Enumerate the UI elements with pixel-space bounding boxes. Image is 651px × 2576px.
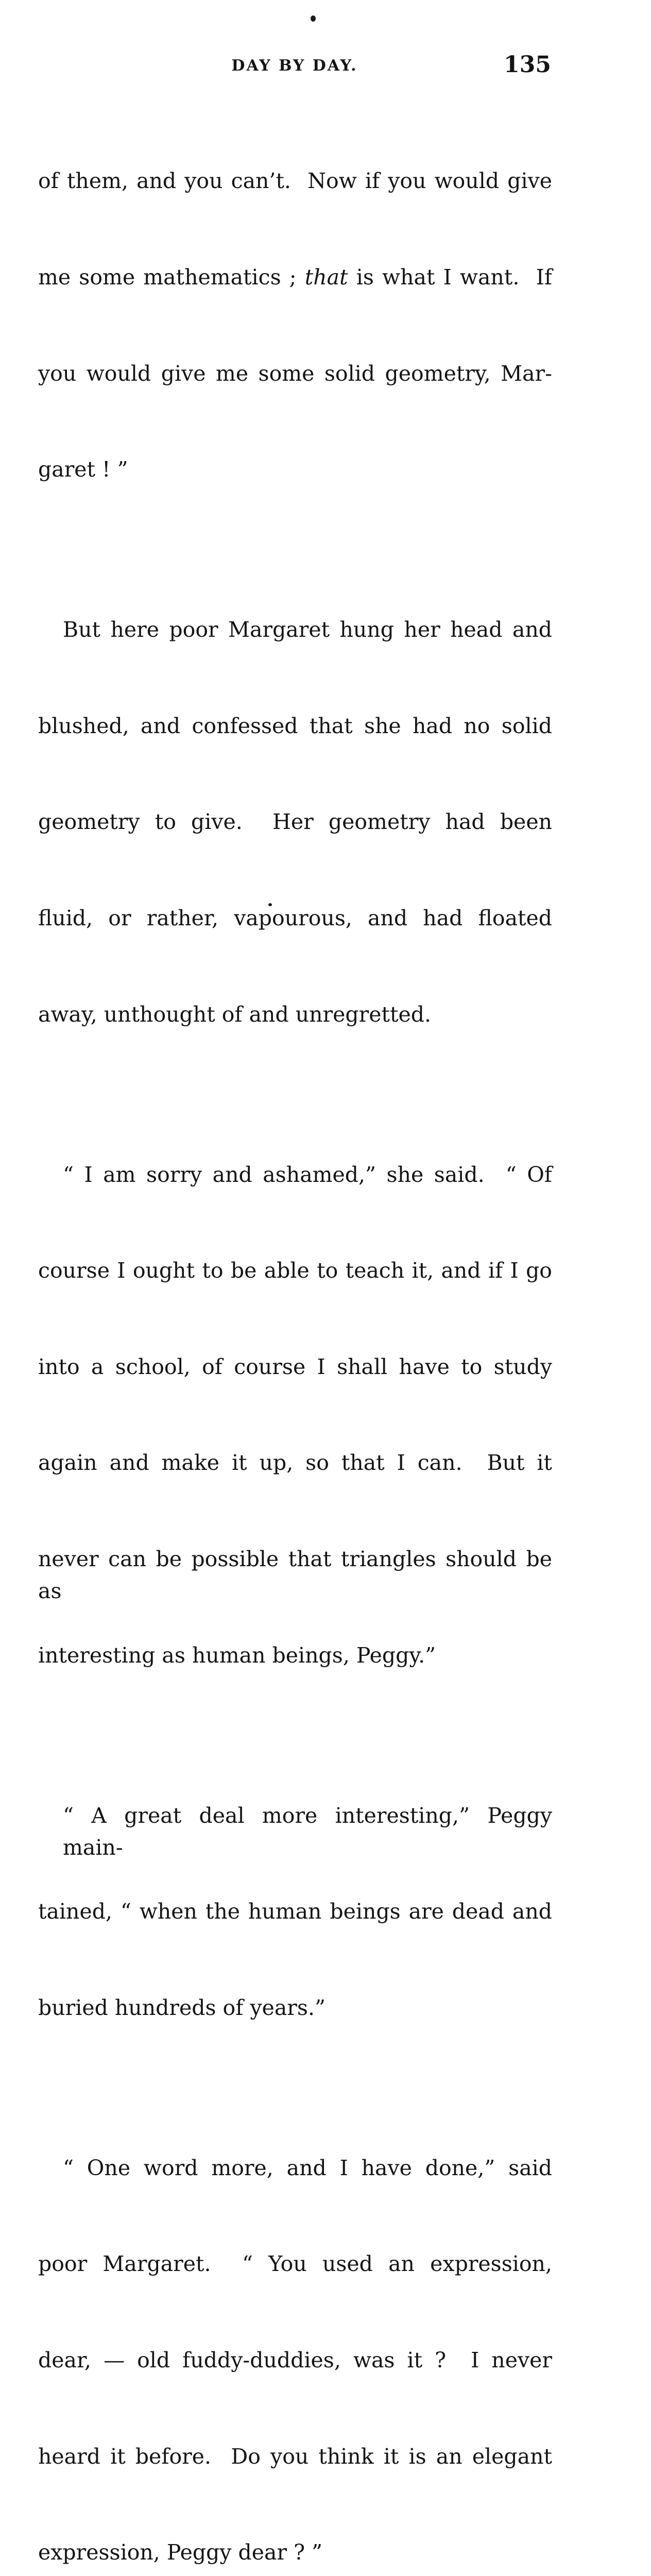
ink-speck-top [311, 15, 316, 22]
text-line: poor Margaret. “ You used an expression, [38, 2251, 552, 2277]
paragraph [38, 550, 552, 1094]
text-line: never can be possible that triangles should be as [38, 1546, 559, 1604]
running-head: DAY BY DAY. [231, 57, 358, 75]
text-segment: “ A great deal more interesting,” Peggy main- [63, 1803, 559, 1860]
paragraph [38, 101, 552, 550]
text-segment: is what I want. If [348, 265, 552, 290]
text-line: of them, and you can’t. Now if you would give [38, 168, 552, 194]
emphasis-text: that [304, 265, 348, 290]
paragraph [38, 1094, 559, 1735]
text-line [38, 614, 552, 646]
text-line: interesting as human beings, Peggy.” [38, 1642, 436, 1668]
page-number: 135 [504, 52, 551, 78]
text-line: heard it before. Do you think it is an elegant [38, 2444, 552, 2469]
text-segment: “ One word more, and I have done,” said [63, 2155, 552, 2180]
text-line: geometry to give. Her geometry had been [38, 809, 552, 835]
text-line: expression, Peggy dear ? ” [38, 2540, 323, 2565]
text-line [38, 261, 552, 293]
text-line: blushed, and confessed that she had no solid [38, 713, 552, 738]
text-segment: “ I am sorry and ashamed,” she said. “ Of [63, 1162, 552, 1187]
paragraph [38, 2088, 552, 2576]
text-line: garet ! ” [38, 457, 128, 482]
page-header [38, 49, 551, 80]
text-line: you would give me some solid geometry, Mar- [38, 361, 552, 386]
text-line: again and make it up, so that I can. But it [38, 1450, 552, 1476]
body-text [38, 101, 559, 2576]
text-line [38, 2152, 552, 2184]
text-line: fluid, or rather, vapourous, and had floated [38, 905, 552, 930]
text-line: tained, “ when the human beings are dead and [38, 1899, 552, 1924]
text-segment: But here poor Margaret hung her head and [63, 617, 552, 642]
text-line: into a school, of course I shall have to study [38, 1354, 552, 1379]
paragraph [38, 1735, 559, 2088]
text-line: away, unthought of and unregretted. [38, 1002, 432, 1027]
text-line [38, 1159, 552, 1191]
text-line: dear, — old fuddy-duddies, was it ? I never [38, 2347, 552, 2372]
text-line: course I ought to be able to teach it, and if I go [38, 1258, 552, 1283]
text-line [38, 1800, 559, 1860]
text-segment: me some mathematics ; [38, 265, 305, 290]
text-line: buried hundreds of years.” [38, 1995, 326, 2020]
